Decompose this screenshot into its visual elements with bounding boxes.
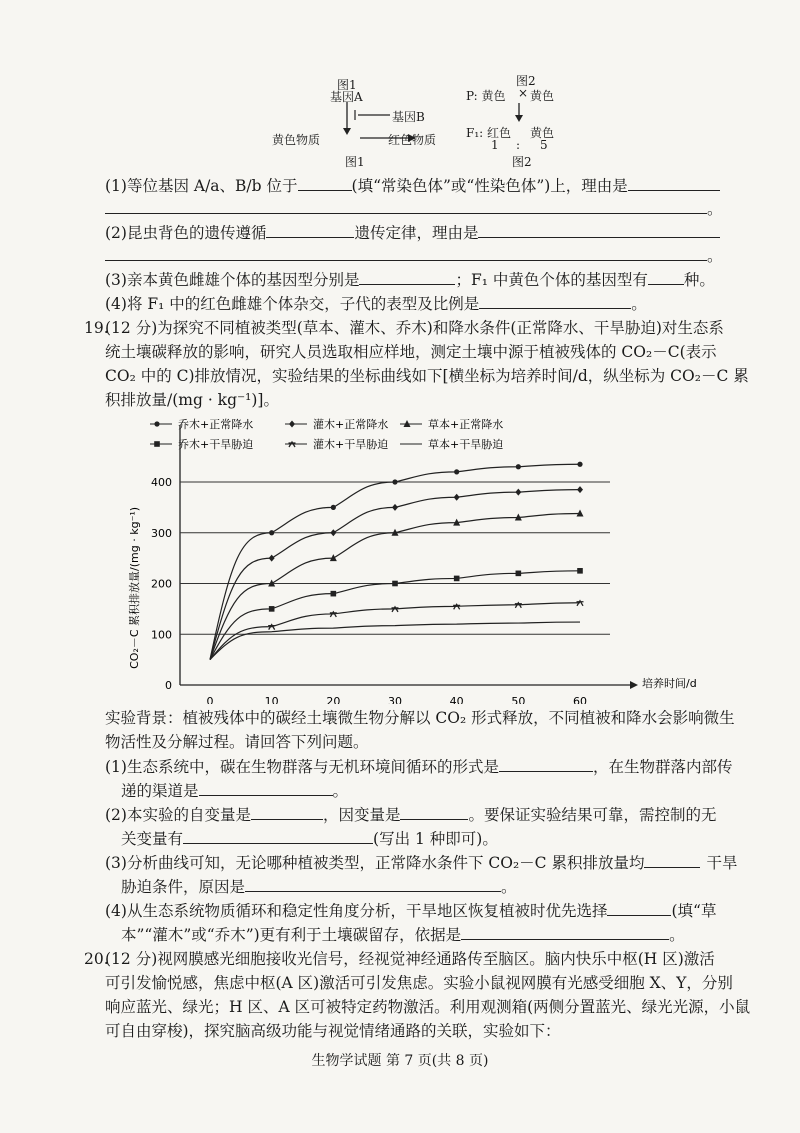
data-point [331, 591, 337, 597]
x-tick-label: 40 [449, 695, 464, 704]
y-tick-label: 100 [151, 628, 172, 642]
q18-part1: (1)等位基因 A/a、B/b 位于 (填“常染色体”或“性染色体”)上，理由是 [105, 175, 720, 196]
answer-blank[interactable] [499, 756, 593, 772]
legend-label: 草本+正常降水 [428, 418, 504, 431]
q18-part1-cont: 。 [105, 198, 723, 219]
co2-emission-chart [110, 412, 710, 704]
answer-blank[interactable] [478, 222, 720, 238]
legend-label: 灌木+正常降水 [313, 418, 389, 431]
legend-label: 草本+干旱胁迫 [428, 438, 504, 451]
fig2-ratio-left: 1 [491, 138, 499, 152]
answer-blank[interactable] [359, 269, 455, 285]
fig1-caption: 图1 [345, 155, 365, 169]
y-tick-label: 300 [151, 526, 172, 540]
data-point [154, 441, 160, 447]
q18-part3: (3)亲本黄色雌雄个体的基因型分别是 ；F₁ 中黄色个体的基因型有 种。 [105, 271, 715, 289]
q20-stem-2: 可引发愉悦感，焦虑中枢(A 区)激活可引发焦虑。实验小鼠视网膜有光感受细胞 X、Y，分别 [105, 974, 733, 992]
q18-part2-cont: 。 [105, 245, 723, 266]
data-point [331, 505, 336, 510]
data-point [154, 421, 159, 426]
data-point [515, 489, 521, 496]
data-point [392, 581, 398, 587]
y-tick-label: 400 [151, 476, 172, 489]
answer-blank[interactable] [644, 852, 700, 868]
fig1-title: 图1 [337, 78, 357, 92]
answer-blank[interactable] [607, 900, 671, 916]
data-point [454, 494, 460, 501]
series-line [210, 464, 580, 659]
fig1-yellow: 黄色物质 [272, 133, 321, 147]
q19-background-1: 实验背景：植被残体中的碳经土壤微生物分解以 CO₂ 形式释放，不同植被和降水会影响微生 [105, 709, 735, 727]
data-point [577, 486, 583, 493]
data-point [516, 571, 522, 577]
data-point [577, 462, 582, 467]
q20-stem-3: 响应蓝光、绿光；H 区、A 区可被特定药物激活。利用观测箱(两侧分置蓝光、绿光光源，小鼠 [105, 998, 751, 1016]
q18-part2: (2)昆虫背色的遗传遵循 遗传定律，理由是 [105, 222, 720, 243]
answer-blank[interactable] [183, 828, 373, 844]
fig2-cross: × [518, 86, 529, 100]
answer-blank[interactable] [251, 804, 323, 820]
answer-blank[interactable] [648, 269, 684, 285]
answer-blank[interactable] [298, 175, 352, 191]
data-point [454, 576, 460, 582]
answer-blank[interactable] [628, 175, 720, 191]
q19-part4: (4)从生态系统物质循环和稳定性角度分析，干旱地区恢复植被时优先选择 (填“草 [105, 902, 717, 920]
x-tick-label: 30 [388, 695, 402, 704]
data-point [269, 606, 275, 612]
fig1-gene-a: 基因A [330, 90, 363, 104]
data-point [516, 464, 521, 469]
x-tick-label: 10 [264, 695, 279, 704]
q19-part1: (1)生态系统中，碳在生物群落与无机环境间循环的形式是 ，在生物群落内部传 [105, 758, 733, 776]
data-point [577, 568, 583, 574]
fig2-f1-right: 黄色 [530, 126, 555, 140]
answer-blank[interactable] [199, 780, 333, 796]
x-tick-label: 20 [326, 695, 341, 704]
y-tick-label: 0 [165, 679, 172, 692]
q19-part2: (2)本实验的自变量是 ，因变量是 。要保证实验结果可靠，需控制的无 [105, 806, 717, 824]
q20-stem-1: (12 分)视网膜感光细胞接收光信号，经视觉神经通路传至脑区。脑内快乐中枢(H 区)激活 [105, 950, 715, 968]
q20-number: 20. [84, 950, 109, 968]
series-line [210, 622, 580, 660]
answer-blank[interactable] [400, 804, 468, 820]
q19-part2-cont: 关变量有 (写出 1 种即可)。 [121, 830, 498, 848]
q19-number: 19. [84, 319, 109, 337]
data-point [289, 421, 295, 428]
q19-part3-cont: 胁迫条件，原因是 。 [121, 878, 517, 896]
data-point [269, 530, 274, 535]
fig2-ratio-colon: : [516, 138, 521, 152]
fig2-caption: 图2 [512, 155, 532, 169]
y-tick-label: 200 [151, 577, 172, 591]
x-tick-label: 60 [573, 695, 587, 704]
fig1-gene-b: 基因B [392, 110, 425, 124]
q19-stem-4: 积排放量/(mg · kg⁻¹)]。 [105, 391, 279, 409]
data-point [454, 469, 459, 474]
q18-part4: (4)将 F₁ 中的红色雌雄个体杂交，子代的表型及比例是 。 [105, 295, 647, 313]
answer-blank[interactable] [105, 198, 707, 214]
answer-blank[interactable] [266, 222, 354, 238]
data-point [392, 479, 397, 484]
q19-stem-1: (12 分)为探究不同植被类型(草本、灌木、乔木)和降水条件(正常降水、干旱胁迫)对生态系 [105, 319, 724, 337]
fig2-f1-label: F₁: 红色 [466, 126, 511, 140]
data-point [392, 504, 398, 511]
q19-part4-cont: 本”“灌木”或“乔木”)更有利于土壤碳留存，依据是 。 [121, 926, 685, 944]
q19-stem-3: CO₂ 中的 C)排放情况，实验结果的坐标曲线如下[横坐标为培养时间/d，纵坐标为 CO₂－C 累 [105, 367, 749, 385]
q20-stem-4: 可自由穿梭)，探究脑高级功能与视觉情绪通路的关联，实验如下： [105, 1022, 561, 1040]
legend-label: 灌木+干旱胁迫 [313, 438, 389, 451]
fig2-ratio-right: 5 [540, 138, 548, 152]
answer-blank[interactable] [479, 293, 631, 309]
fig2-title: 图2 [516, 74, 536, 88]
answer-blank[interactable] [461, 924, 669, 940]
legend-label: 乔木+正常降水 [178, 418, 254, 431]
series-line [210, 603, 580, 660]
fig2-p-right: 黄色 [530, 89, 555, 103]
fig2-p-label: P: 黄色 [466, 89, 506, 103]
q19-part1-cont: 递的渠道是 。 [121, 782, 349, 800]
q19-stem-2: 统土壤碳释放的影响，研究人员选取相应样地，测定土壤中源于植被残体的 CO₂－C(表示 [105, 343, 717, 361]
data-point [269, 555, 275, 562]
page-footer: 生物学试题 第 7 页(共 8 页) [311, 1053, 489, 1069]
q19-background-2: 物活性及分解过程。请回答下列问题。 [105, 733, 369, 751]
x-axis-arrow [630, 681, 638, 689]
q19-part3: (3)分析曲线可知，无论哪种植被类型，正常降水条件下 CO₂－C 累积排放量均 干旱 [105, 854, 738, 872]
fig1-red: 红色物质 [388, 133, 437, 147]
x-tick-label: 0 [206, 695, 214, 704]
fig2-arrow [513, 102, 525, 124]
answer-blank[interactable] [245, 876, 501, 892]
x-axis-label: 培养时间/d [642, 677, 697, 690]
answer-blank[interactable] [105, 245, 707, 261]
legend-label: 乔木+干旱胁迫 [178, 438, 254, 451]
y-axis-label: CO₂－C 累积排放量/(mg · kg⁻¹) [128, 506, 141, 669]
data-point [330, 529, 336, 536]
x-tick-label: 50 [511, 695, 526, 704]
